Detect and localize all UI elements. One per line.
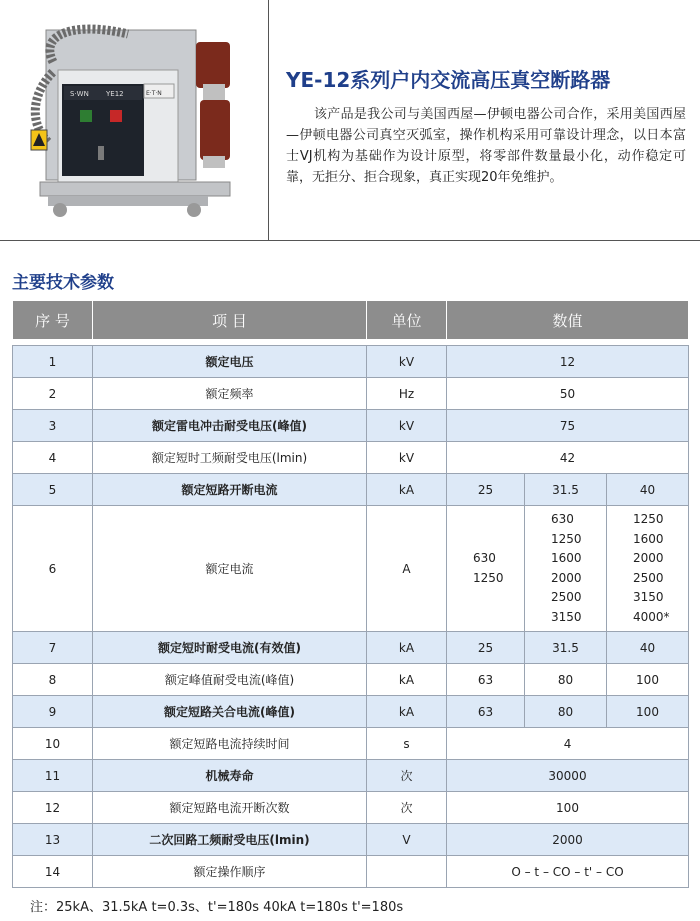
header-value: 数值 [447,301,689,340]
footnote: 注：25kA、31.5kA t=0.3s、t'=180s 40kA t=180s t'=180s [30,900,404,915]
brand-logo-text: E·T·N [146,90,162,97]
table-row: 1 额定电压 kV 12 [13,346,689,378]
table-row: 10 额定短路电流持续时间 s 4 [13,728,689,760]
product-description: 该产品是我公司与美国西屋—伊顿电器公司合作，采用美国西屋—伊顿电器公司真空灭弧室，操作机构采用可靠设计理念，以日本富士VJ机构为基础作为设计原型，将零部件数量最小化，动作稳定可靠，无拒分、拒合现象，真正实现20年免维护。 [286,107,686,185]
product-header [0,0,700,240]
header-unit: 单位 [367,301,447,340]
table-header-row [13,301,689,340]
header-divider-horizontal [0,240,700,241]
header-item: 项 目 [93,301,367,340]
table-row: 7 额定短时耐受电流(有效值) kA 25 31.5 40 [13,632,689,664]
table-row: 4 额定短时工频耐受电压(lmin) kV 42 [13,442,689,474]
table-row: 2 额定频率 Hz 50 [13,378,689,410]
product-title: YE-12系列户内交流高压真空断路器 [286,68,611,92]
table-row: 8 额定峰值耐受电流(峰值) kA 63 80 100 [13,664,689,696]
circuit-breaker-image [18,22,264,228]
spec-table [12,300,689,888]
section-title: 主要技术参数 [12,273,114,293]
table-row: 6 额定电流 A 630 1250 630 1250 1600 2000 2500 3150 1250 1600 2000 2500 3150 4000* [13,506,689,632]
header-no: 序 号 [13,301,93,340]
panel-label-model: YE12 [106,90,124,98]
table-row: 9 额定短路关合电流(峰值) kA 63 80 100 [13,696,689,728]
table-row: 3 额定雷电冲击耐受电压(峰值) kV 75 [13,410,689,442]
table-row: 13 二次回路工频耐受电压(lmin) V 2000 [13,824,689,856]
table-row: 14 额定操作顺序 O – t – CO – t' – CO [13,856,689,888]
table-row: 11 机械寿命 次 30000 [13,760,689,792]
header-divider-vertical [268,0,269,240]
table-row: 12 额定短路电流开断次数 次 100 [13,792,689,824]
panel-label-swn: S·WN [70,90,89,98]
table-row: 5 额定短路开断电流 kA 25 31.5 40 [13,474,689,506]
